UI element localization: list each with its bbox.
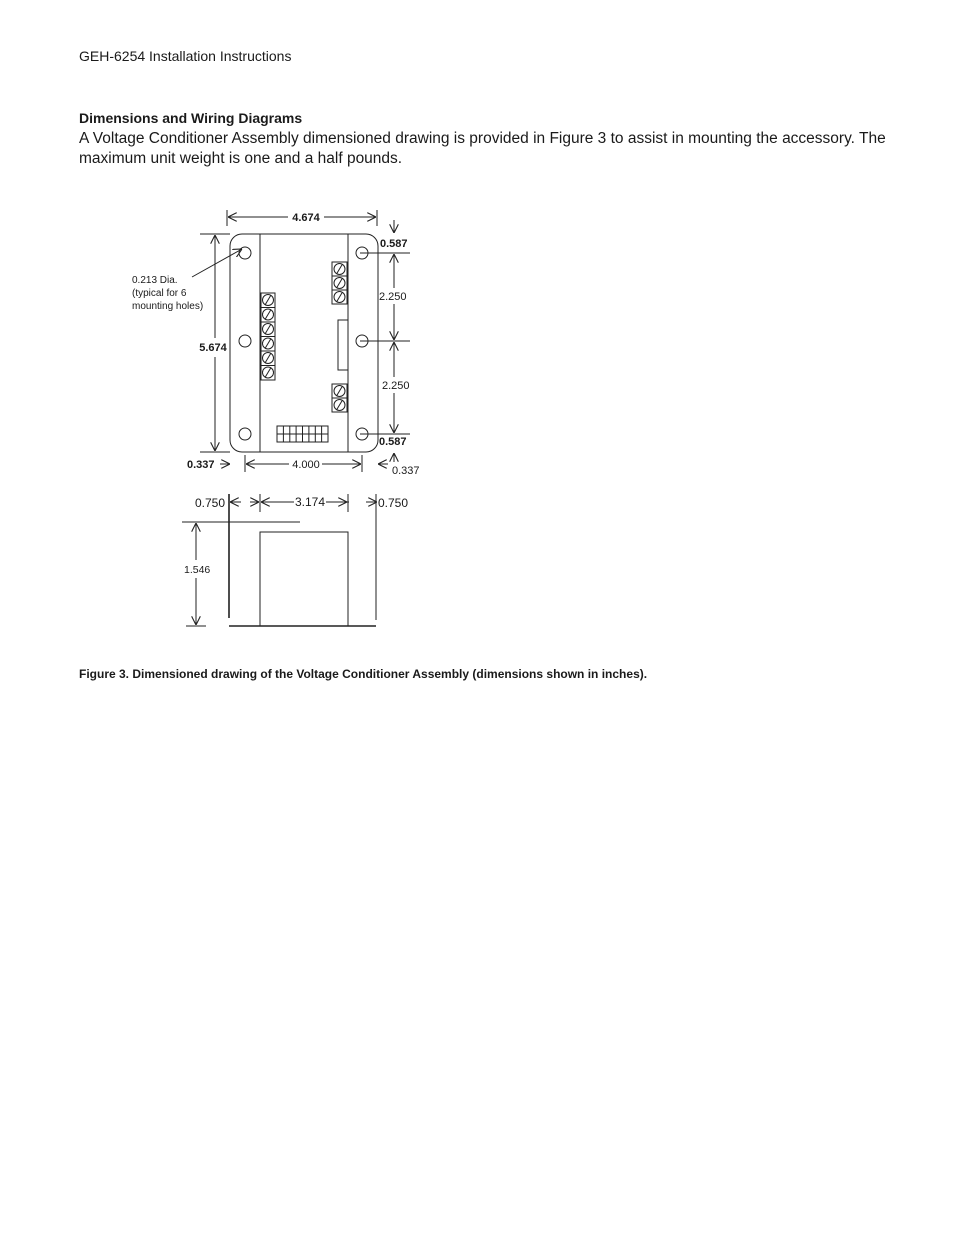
dim-edge-right: 0.337 bbox=[392, 465, 420, 477]
dim-spacing-upper: 2.250 bbox=[379, 291, 407, 303]
header-connector bbox=[277, 426, 328, 442]
dim-overall-height: 5.674 bbox=[199, 342, 227, 354]
dim-spacing-lower: 2.250 bbox=[382, 380, 410, 392]
document-header: GEH-6254 Installation Instructions bbox=[79, 48, 292, 64]
dim-bottom-offset: 0.587 bbox=[379, 436, 407, 448]
hole-note-line: 0.213 Dia. bbox=[132, 275, 178, 286]
assembly-outline bbox=[230, 234, 378, 452]
connector-slot bbox=[338, 320, 348, 370]
section-paragraph: A Voltage Conditioner Assembly dimensioned drawing is provided in Figure 3 to assist in mounting the accessory. The maximum unit weight is one and a half pounds. bbox=[79, 130, 886, 167]
figure-caption: Figure 3. Dimensioned drawing of the Voltage Conditioner Assembly (dimensions shown in inches). bbox=[79, 667, 648, 681]
terminal-block-left bbox=[261, 293, 275, 380]
side-view-body bbox=[260, 532, 348, 626]
dim-hole-spacing-x: 4.000 bbox=[292, 459, 320, 471]
dim-side-right: 0.750 bbox=[378, 496, 409, 510]
dim-side-center: 3.174 bbox=[294, 495, 326, 509]
terminal-block-right-lower bbox=[332, 384, 347, 412]
dim-side-left: 0.750 bbox=[195, 496, 226, 510]
mounting-hole bbox=[239, 428, 251, 440]
mounting-hole bbox=[239, 335, 251, 347]
hole-note-line: mounting holes) bbox=[132, 301, 204, 312]
dim-overall-width: 4.674 bbox=[292, 212, 320, 224]
dim-edge-left: 0.337 bbox=[187, 459, 215, 471]
dim-side-height: 1.546 bbox=[184, 564, 211, 576]
section-title: Dimensions and Wiring Diagrams bbox=[79, 110, 303, 126]
hole-note-line: (typical for 6 bbox=[132, 288, 187, 299]
mounting-hole bbox=[239, 247, 251, 259]
dim-top-offset: 0.587 bbox=[380, 238, 408, 250]
terminal-block-right-upper bbox=[332, 262, 347, 304]
